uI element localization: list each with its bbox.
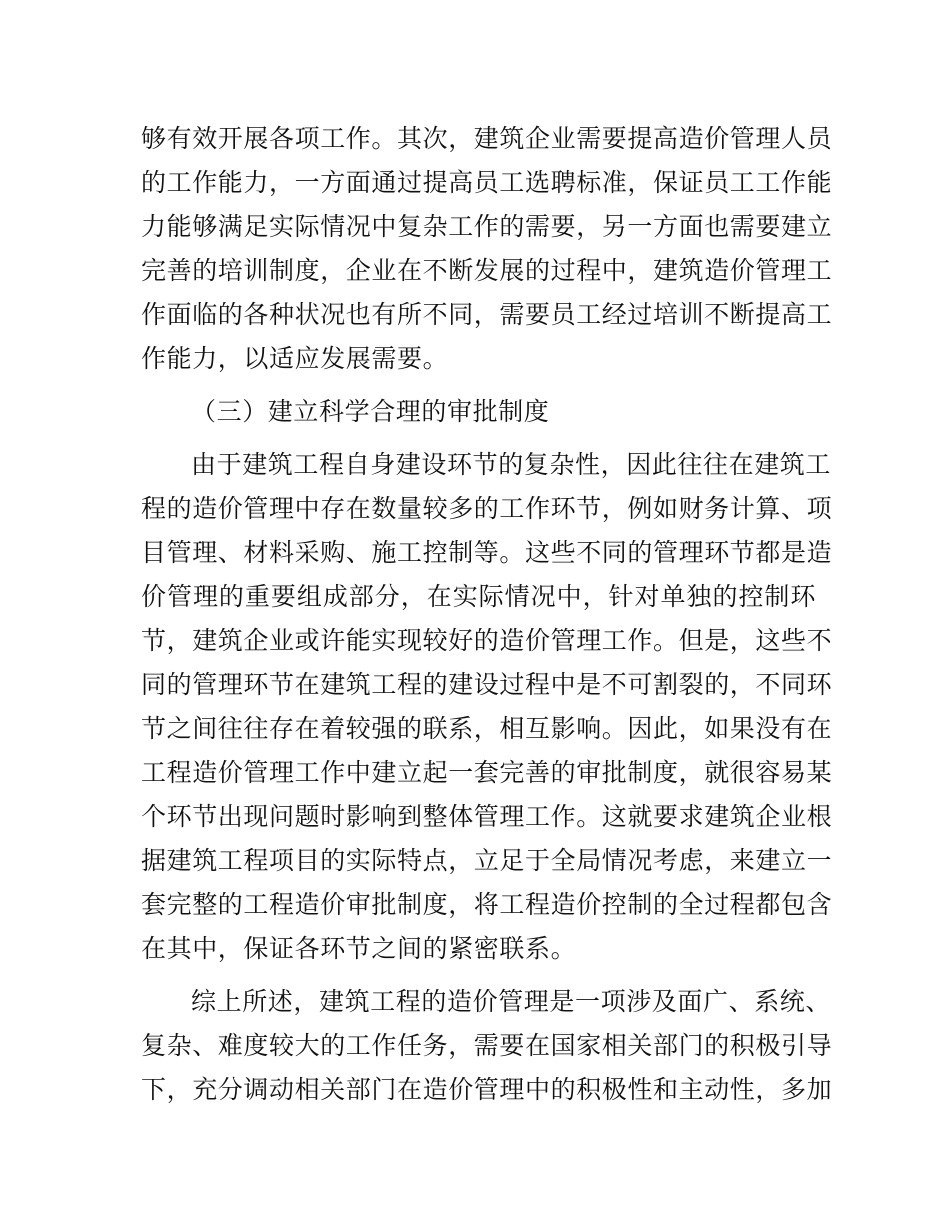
document-body — [141, 117, 833, 1112]
text-line: 价管理的重要组成部分，在实际情况中，针对单独的控制环 — [141, 582, 816, 611]
text-line: 节之间往往存在着较强的联系，相互影响。因此，如果没有在 — [141, 714, 833, 743]
text-line: 作面临的各种状况也有所不同，需要员工经过培训不断提高工 — [141, 300, 833, 329]
paragraph-spacing — [141, 434, 816, 443]
text-line: 综上所述，建筑工程的造价管理是一项涉及面广、系统、 — [191, 987, 832, 1016]
text-line: 作能力，以适应发展需要。 — [141, 344, 449, 373]
paragraph-spacing — [141, 381, 816, 390]
paragraph-spacing — [141, 971, 816, 980]
paragraph — [141, 443, 833, 971]
text-line: 工程造价管理工作中建立起一套完善的审批制度，就很容易某 — [141, 758, 833, 787]
text-line: 复杂、难度较大的工作任务，需要在国家相关部门的积极引导 — [141, 1031, 833, 1060]
text-line: 同的管理环节在建筑工程的建设过程中是不可割裂的，不同环 — [141, 670, 833, 699]
paragraph — [141, 980, 833, 1112]
text-line: 在其中，保证各环节之间的紧密联系。 — [141, 934, 577, 963]
text-line: 套完整的工程造价审批制度，将工程造价控制的全过程都包含 — [141, 890, 833, 919]
text-line: 完善的培训制度，企业在不断发展的过程中，建筑造价管理工 — [141, 256, 833, 285]
text-line: 的工作能力，一方面通过提高员工选聘标准，保证员工工作能 — [141, 168, 833, 197]
text-line: 个环节出现问题时影响到整体管理工作。这就要求建筑企业根 — [141, 802, 833, 831]
text-line: 程的造价管理中存在数量较多的工作环节，例如财务计算、项 — [141, 494, 833, 523]
text-line: 够有效开展各项工作。其次，建筑企业需要提高造价管理人员 — [141, 124, 833, 153]
section-heading: （三）建立科学合理的审批制度 — [191, 397, 550, 426]
text-line: 据建筑工程项目的实际特点，立足于全局情况考虑，来建立一 — [141, 846, 833, 875]
text-line: 下，充分调动相关部门在造价管理中的积极性和主动性，多加 — [141, 1075, 833, 1104]
text-line: 力能够满足实际情况中复杂工作的需要，另一方面也需要建立 — [141, 212, 833, 241]
text-line: 节，建筑企业或许能实现较好的造价管理工作。但是，这些不 — [141, 626, 833, 655]
paragraph — [141, 117, 833, 381]
text-line: 目管理、材料采购、施工控制等。这些不同的管理环节都是造 — [141, 538, 833, 567]
text-line: 由于建筑工程自身建设环节的复杂性，因此往往在建筑工 — [191, 450, 832, 479]
